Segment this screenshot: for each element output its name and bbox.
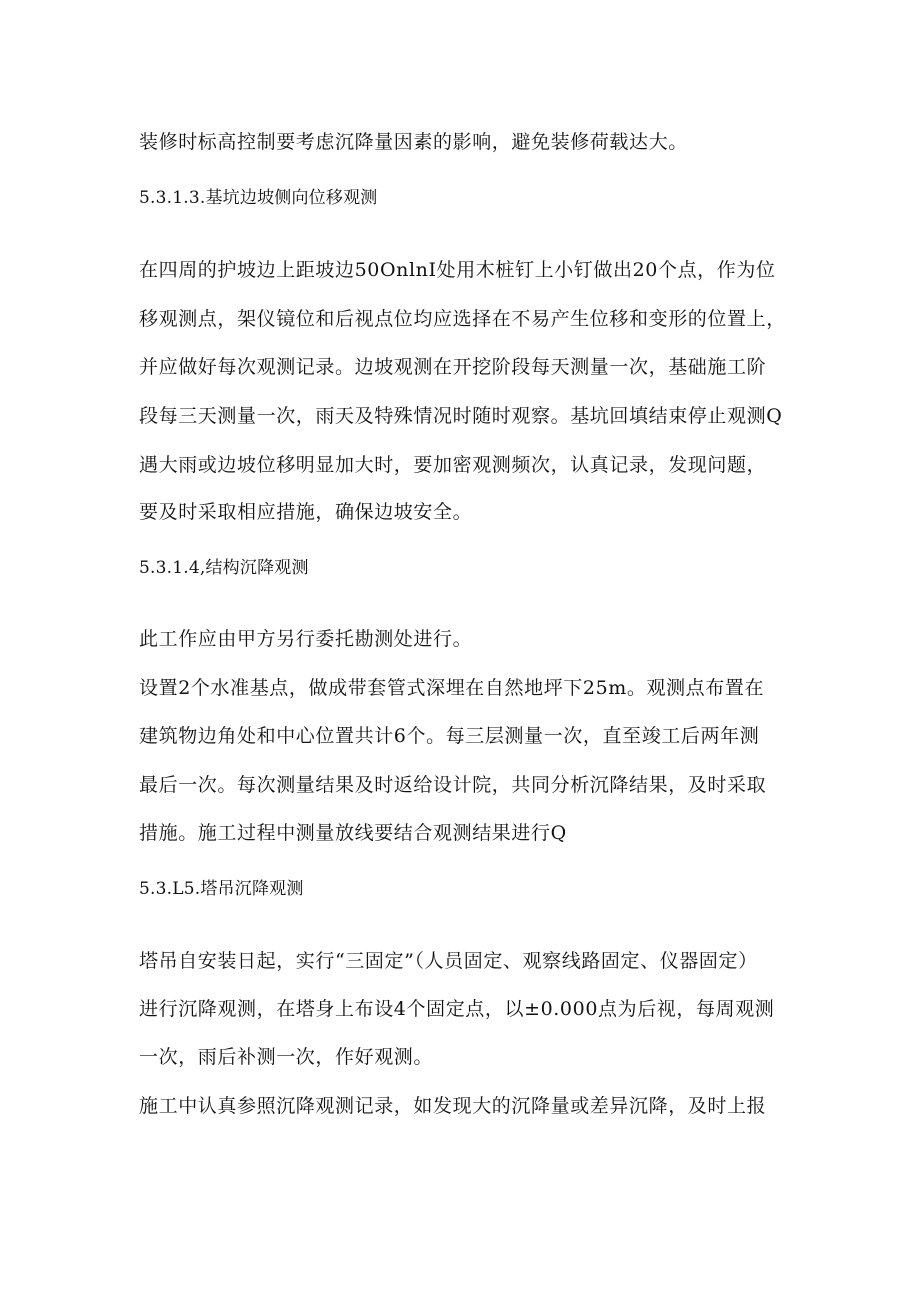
paragraph-line: 设置2个水准基点，做成带套管式深埋在自然地坪下25m。观测点布置在: [139, 677, 765, 699]
paragraph-line: 建筑物边角处和中心位置共计6个。每三层测量一次，直至竣工后两年测: [139, 725, 760, 747]
paragraph-line: 措施。施工过程中测量放线要结合观测结果进行Q: [139, 822, 567, 844]
section-heading-5-3-1-5: 5.3.L5.塔吊沉降观测: [139, 879, 304, 899]
paragraph-line: 一次，雨后补测一次，作好观测。: [139, 1046, 434, 1068]
paragraph-line: 塔吊自安装日起，实行“三固定”（人员固定、观察线路固定、仪器固定）: [139, 950, 758, 972]
paragraph-line: 在四周的护坡边上距坡边50OnlnI处用木桩钉上小钉做出20个点，作为位: [139, 259, 776, 281]
paragraph-line: 此工作应由甲方另行委托勘测处进行。: [139, 628, 473, 650]
paragraph-line: 施工中认真参照沉降观测记录，如发现大的沉降量或差异沉降，及时上报: [139, 1095, 767, 1117]
paragraph-line: 最后一次。每次测量结果及时返给设计院，共同分析沉降结果，及时采取: [139, 774, 767, 796]
paragraph-line: 进行沉降观测，在塔身上布设4个固定点，以±0.000点为后视，每周观测: [139, 998, 775, 1020]
paragraph-line: 并应做好每次观测记录。边坡观测在开挖阶段每天测量一次，基础施工阶: [139, 356, 767, 378]
intro-line-1: 装修时标高控制要考虑沉降量因素的影响，避免装修荷载达大。: [139, 131, 688, 153]
section-heading-5-3-1-3: 5.3.1.3.基坑边坡侧向位移观测: [139, 188, 378, 208]
paragraph-line: 要及时采取相应措施，确保边坡安全。: [139, 501, 473, 523]
paragraph-line: 段每三天测量一次，雨天及特殊情况时随时观察。基坑回填结束停止观测Q: [139, 405, 783, 427]
paragraph-line: 遇大雨或边坡位移明显加大时，要加密观测频次，认真记录，发现问题，: [139, 454, 767, 476]
section-heading-5-3-1-4: 5.3.1.4,结构沉降观测: [139, 558, 309, 578]
paragraph-line: 移观测点，架仪镜位和后视点位均应选择在不易产生位移和变形的位置上，: [139, 308, 786, 330]
